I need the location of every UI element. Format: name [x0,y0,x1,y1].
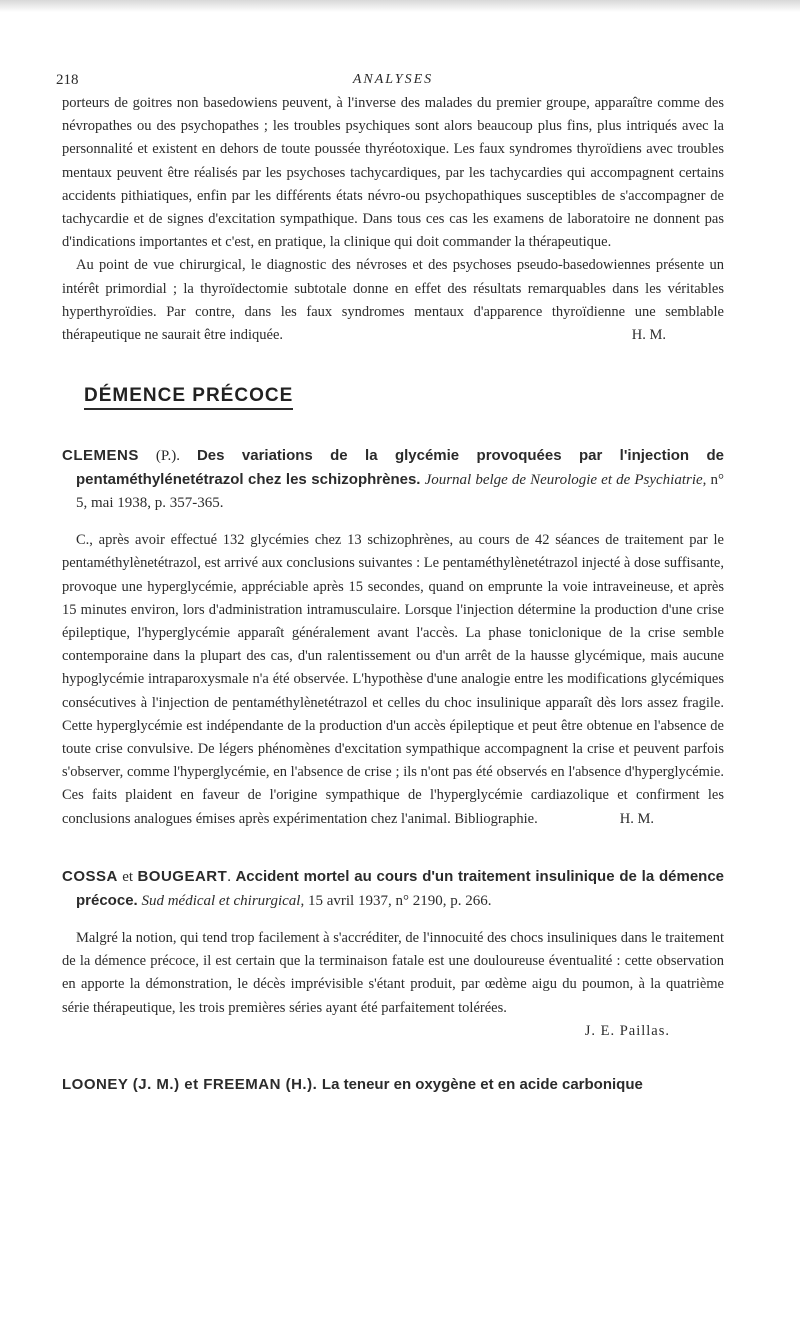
entry-source: Journal belge de Neurologie et de Psychiatrie [424,472,703,489]
entry-author-initials: (P.). [138,448,197,465]
entry-reference: , n° 5, mai 1938, p. 357-365. [76,472,724,512]
entry-title: La teneur en oxygène et en acide carbonique [321,1075,643,1093]
abstract-entry-cossa [62,865,724,1043]
intro-signature: H. M. [631,327,666,344]
entry-source: Sud médical et chirurgical [141,892,301,909]
entry-author-conjunction: et [117,868,138,885]
entry-heading [62,1073,724,1097]
entry-author-2: BOUGEART [137,867,228,885]
entry-author: COSSA [62,867,118,885]
intro-paragraph-1: porteurs de goitres non basedowiens peuvent, à l'inverse des malades du premier groupe, apparaître comme des névropathes ou des psychopathes ; les troubles psychiques sont alors beaucoup plus fins, plus intriqués avec la personnalité et existent en dehors de toute poussée thyréotoxique. Les faux syndromes thyroïdiens avec troubles mentaux peuvent être réalisés par les psychoses tachycardiques, par les tachycardies qui accompagnent certains accidents pithiatiques, enfin par les différents états névro-ou psychopathiques susceptibles de s'accompagner de tachycardie et de signes d'excitation sympathique. Dans tous ces cas les examens de laboratoire ne donnent pas d'indications importantes et c'est, en pratique, la clinique qui doit commander la thérapeutique. [62,95,724,251]
entry-title: Des variations de la glycémie provoquées par l'injection de pentaméthylénetétrazol chez les schizophrènes. [76,447,724,489]
intro-paragraph-2: Au point de vue chirurgical, le diagnostic des névroses et des psychoses pseudo-basedowiennes présente un intérêt primordial ; la thyroïdectomie subtotale donne en effet des résultats remarquables dans les véritables hyperthyroïdies. Par contre, dans les faux syndromes mentaux d'apparence thyroïdienne une semblable thérapeutique ne saurait être indiquée. [62,257,724,344]
entry-reference: , 15 avril 1937, n° 2190, p. 266. [300,892,492,909]
entry-author-initials: (J. M.) et [128,1075,204,1093]
page-header [56,64,724,92]
entry-body: C., après avoir effectué 132 glycémies chez 13 schizophrènes, au cours de 42 séances de traitement par le pentaméthylènetétrazol, est arrivé aux conclusions suivantes : Le pentaméthylènetétrazol injecté à dose suffisante, provoque une hyperglycémie, appréciable après 15 secondes, quand on emprunte la voie intraveineuse, et après 15 minutes environ, lors d'administration intramusculaire. Lorsque l'injection détermine la production d'une crise épileptique, l'hyperglycémie apparaît généralement avant l'accès. La phase toniclonique de la crise semble contemporaine dans la plupart des cas, d'un ralentissement ou d'un arrêt de la hausse glycémique, mais aucune hypoglycémie intraparoxysmale n'a été observée. L'hypothèse d'une analogie entre les modifications glycémiques consécutives à l'injection de pentaméthylènetétrazol et celles du choc insulinique apparaît dès lors assez fragile. Cette hyperglycémie est indépendante de la production d'un accès épileptique et peut être obtenue en l'absence de toute crise convulsive. De légers phénomènes d'excitation sympathique accompagnent la crise et peuvent parfois s'observer, comme l'hyperglycémie, en l'absence de crise ; ils n'ont pas été observés en l'absence d'hyperglycémie. Ces faits plaident en faveur de l'origine sympathique de l'hyperglycémie cardiazolique et confirment les conclusions analogues émises après expérimentation chez l'animal. Bibliographie. [62,532,724,827]
entry-author: CLEMENS [62,447,139,465]
page [56,64,725,1097]
entry-body: Malgré la notion, qui tend trop facilement à s'accréditer, de l'innocuité des chocs insuliniques dans le traitement de la démence précoce, il est certain que la terminaison fatale est une douloureuse éventualité : cette observation en apporte la démonstration, le décès imprévisible s'étant produit, par œdème aigu du poumon, à la quatrième série thérapeutique, les trois premières séries ayant été parfaitement tolérées. [62,929,724,1016]
running-title: ANALYSES [352,72,434,87]
abstract-entry-looney [62,1073,724,1097]
entry-title: Accident mortel au cours d'un traitement insulinique de la démence précoce. [76,867,725,909]
entry-signature: H. M. [619,810,654,827]
page-number: 218 [56,72,79,88]
entry-heading [62,444,724,515]
entry-author-2-initials: (H.). [280,1075,322,1093]
entry-heading [62,865,724,913]
entry-author-punct: . [227,868,236,885]
entry-author-2: FREEMAN [203,1075,281,1093]
abstract-entry-clemens [62,444,724,831]
entry-author: LOONEY [62,1075,129,1093]
scan-top-edge [0,0,800,12]
entry-signature: J. E. Paillas. [584,1022,670,1039]
section-title: DÉMENCE PRÉCOCE [84,385,293,410]
